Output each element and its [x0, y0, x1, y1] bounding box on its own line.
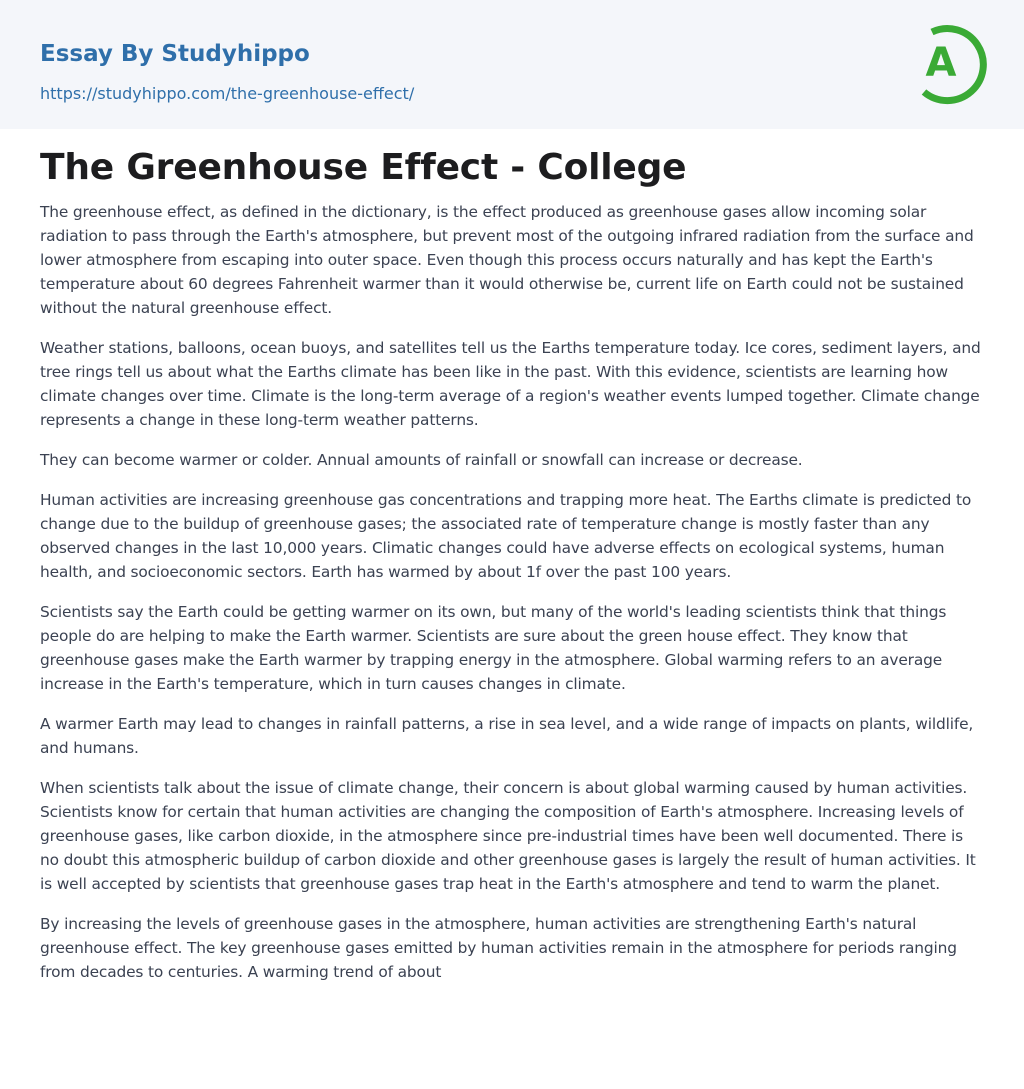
essay-paragraph: Scientists say the Earth could be getting warmer on its own, but many of the world's leading scientists think that things people do are helping to make the Earth warmer. Scientists are sure about the green house effect. They know that greenhouse gases make the Earth warmer by trapping energy in the atmosphere. Global warming refers to an average increase in the Earth's temperature, which in turn causes changes in climate.: [40, 603, 947, 693]
essay-body: [40, 200, 984, 1000]
studyhippo-logo-icon[interactable]: [910, 18, 988, 108]
source-url-link[interactable]: https://studyhippo.com/the-greenhouse-effect/: [40, 84, 415, 103]
essay-paragraph: They can become warmer or colder. Annual amounts of rainfall or snowfall can increase or decrease.: [40, 451, 803, 469]
essay-paragraph: By increasing the levels of greenhouse gases in the atmosphere, human activities are strengthening Earth's natural greenhouse effect. The key greenhouse gases emitted by human activities remain in the atmosphere for periods ranging from decades to centuries. A warming trend of about: [40, 915, 957, 981]
site-brand[interactable]: Essay By Studyhippo: [40, 41, 310, 67]
page-title: The Greenhouse Effect - College: [40, 147, 687, 188]
essay-paragraph: Weather stations, balloons, ocean buoys, and satellites tell us the Earths temperature today. Ice cores, sediment layers, and tree rings tell us about what the Earths climate has been like in the past. With this evidence, scientists are learning how climate changes over time. Climate is the long-term average of a region's weather events lumped together. Climate change represents a change in these long-term weather patterns.: [40, 339, 981, 429]
logo-letter: A: [925, 40, 957, 86]
essay-paragraph: The greenhouse effect, as defined in the dictionary, is the effect produced as greenhouse gases allow incoming solar radiation to pass through the Earth's atmosphere, but prevent most of the outgoing infrared radiation from the surface and lower atmosphere from escaping into outer space. Even though this process occurs naturally and has kept the Earth's temperature about 60 degrees Fahrenheit warmer than it would otherwise be, current life on Earth could not be sustained without the natural greenhouse effect.: [40, 203, 974, 317]
essay-paragraph: When scientists talk about the issue of climate change, their concern is about global warming caused by human activities. Scientists know for certain that human activities are changing the composition of Earth's atmosphere. Increasing levels of greenhouse gases, like carbon dioxide, in the atmosphere since pre-industrial times have been well documented. There is no doubt this atmospheric buildup of carbon dioxide and other greenhouse gases is largely the result of human activities. It is well accepted by scientists that greenhouse gases trap heat in the Earth's atmosphere and tend to warm the planet.: [40, 779, 976, 893]
essay-paragraph: Human activities are increasing greenhouse gas concentrations and trapping more heat. The Earths climate is predicted to change due to the buildup of greenhouse gases; the associated rate of temperature change is mostly faster than any observed changes in the last 10,000 years. Climatic changes could have adverse effects on ecological systems, human health, and socioeconomic sectors. Earth has warmed by about 1f over the past 100 years.: [40, 491, 972, 581]
essay-paragraph: A warmer Earth may lead to changes in rainfall patterns, a rise in sea level, and a wide range of impacts on plants, wildlife, and humans.: [40, 715, 974, 757]
